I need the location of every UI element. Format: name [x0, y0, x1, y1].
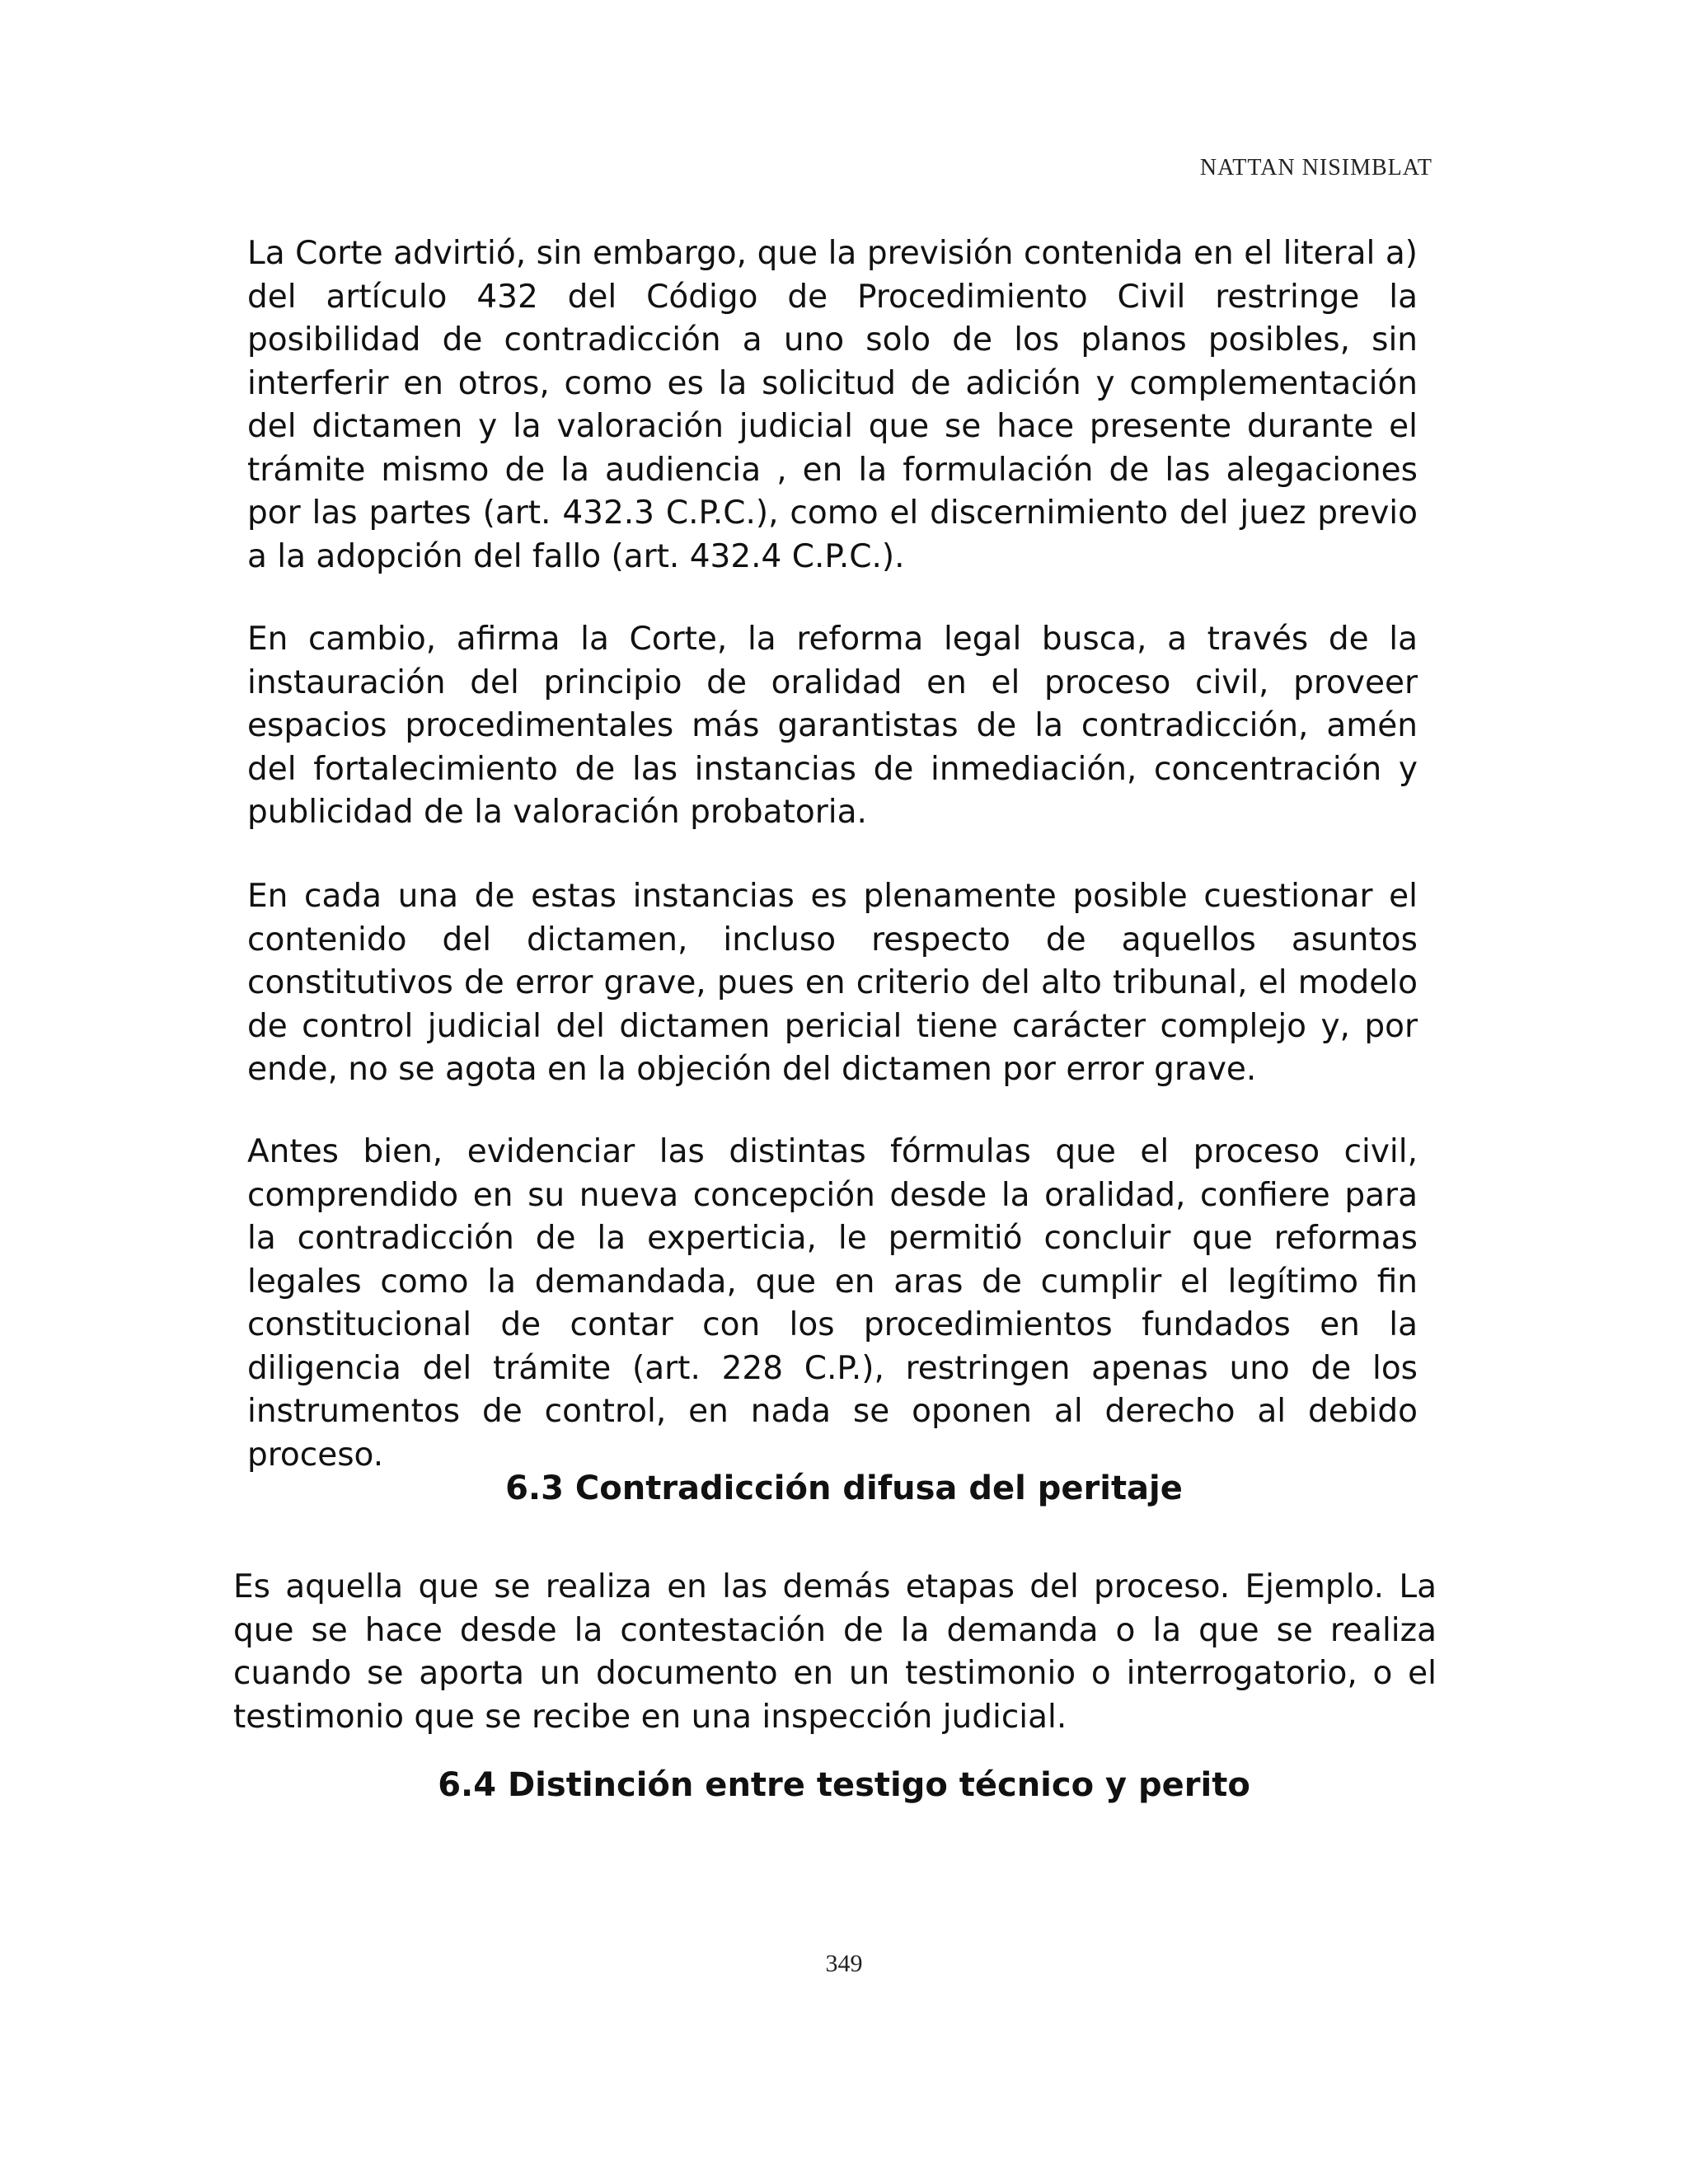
paragraph-text: En cada una de estas instancias es plenamente posible cuestionar el contenido del dictamen, incluso respecto de aquellos asuntos constitutivos de error grave, pues en criterio del alto tribunal, el modelo de control judicial del dictamen pericial tiene carácter complejo y, por ende, no se agota en la objeción del dictamen por error grave. — [247, 878, 1418, 1088]
paragraph-text: Antes bien, evidenciar las distintas fórmulas que el proceso civil, comprendido en su nueva concepción desde la oralidad, confiere para la contradicción de la experticia, le permitió concluir que reformas legales como la demandada, que en aras de cumplir el legítimo fin constitucional de contar con los procedimientos fundados en la diligencia del trámite (art. 228 C.P.), restringen apenas uno de los instrumentos de control, en nada se oponen al derecho al debido proceso. — [247, 1133, 1418, 1474]
paragraph-1 — [247, 232, 1418, 579]
paragraph-3 — [247, 875, 1418, 1092]
section-6-3-paragraph — [233, 1566, 1437, 1739]
section-heading-6-4: 6.4 Distinción entre testigo técnico y perito — [438, 1766, 1250, 1804]
paragraph-text: Es aquella que se realiza en las demás etapas del proceso. Ejemplo. La que se hace desde la contestación de la demanda o la que se realiza cuando se aporta un documento en un testimonio o interrogatorio, o el testimonio que se recibe en una inspección judicial. — [233, 1568, 1437, 1736]
paragraph-2 — [247, 618, 1418, 835]
paragraph-text: La Corte advirtió, sin embargo, que la previsión contenida en el literal a) del artículo 432 del Código de Procedimiento Civil restringe la posibilidad de contradicción a uno solo de los planos posibles, sin interferir en otros, como es la solicitud de adición y complementación del dictamen y la valoración judicial que se hace presente durante el trámite mismo de la audiencia , en la formulación de las alegaciones por las partes (art. 432.3 C.P.C.), como el discernimiento del juez previo a la adopción del fallo (art. 432.4 C.P.C.). — [247, 235, 1418, 575]
paragraph-4 — [247, 1131, 1418, 1477]
section-heading-6-3: 6.3 Contradicción difusa del peritaje — [505, 1469, 1183, 1507]
paragraph-text: En cambio, afirma la Corte, la reforma legal busca, a través de la instauración del principio de oralidad en el proceso civil, proveer espacios procedimentales más garantistas de la contradicción, amén del fortalecimiento de las instancias de inmediación, concentración y publicidad de la valoración probatoria. — [247, 621, 1418, 831]
page-number: 349 — [825, 1950, 863, 1977]
running-header: NATTAN NISIMBLAT — [1199, 155, 1432, 180]
